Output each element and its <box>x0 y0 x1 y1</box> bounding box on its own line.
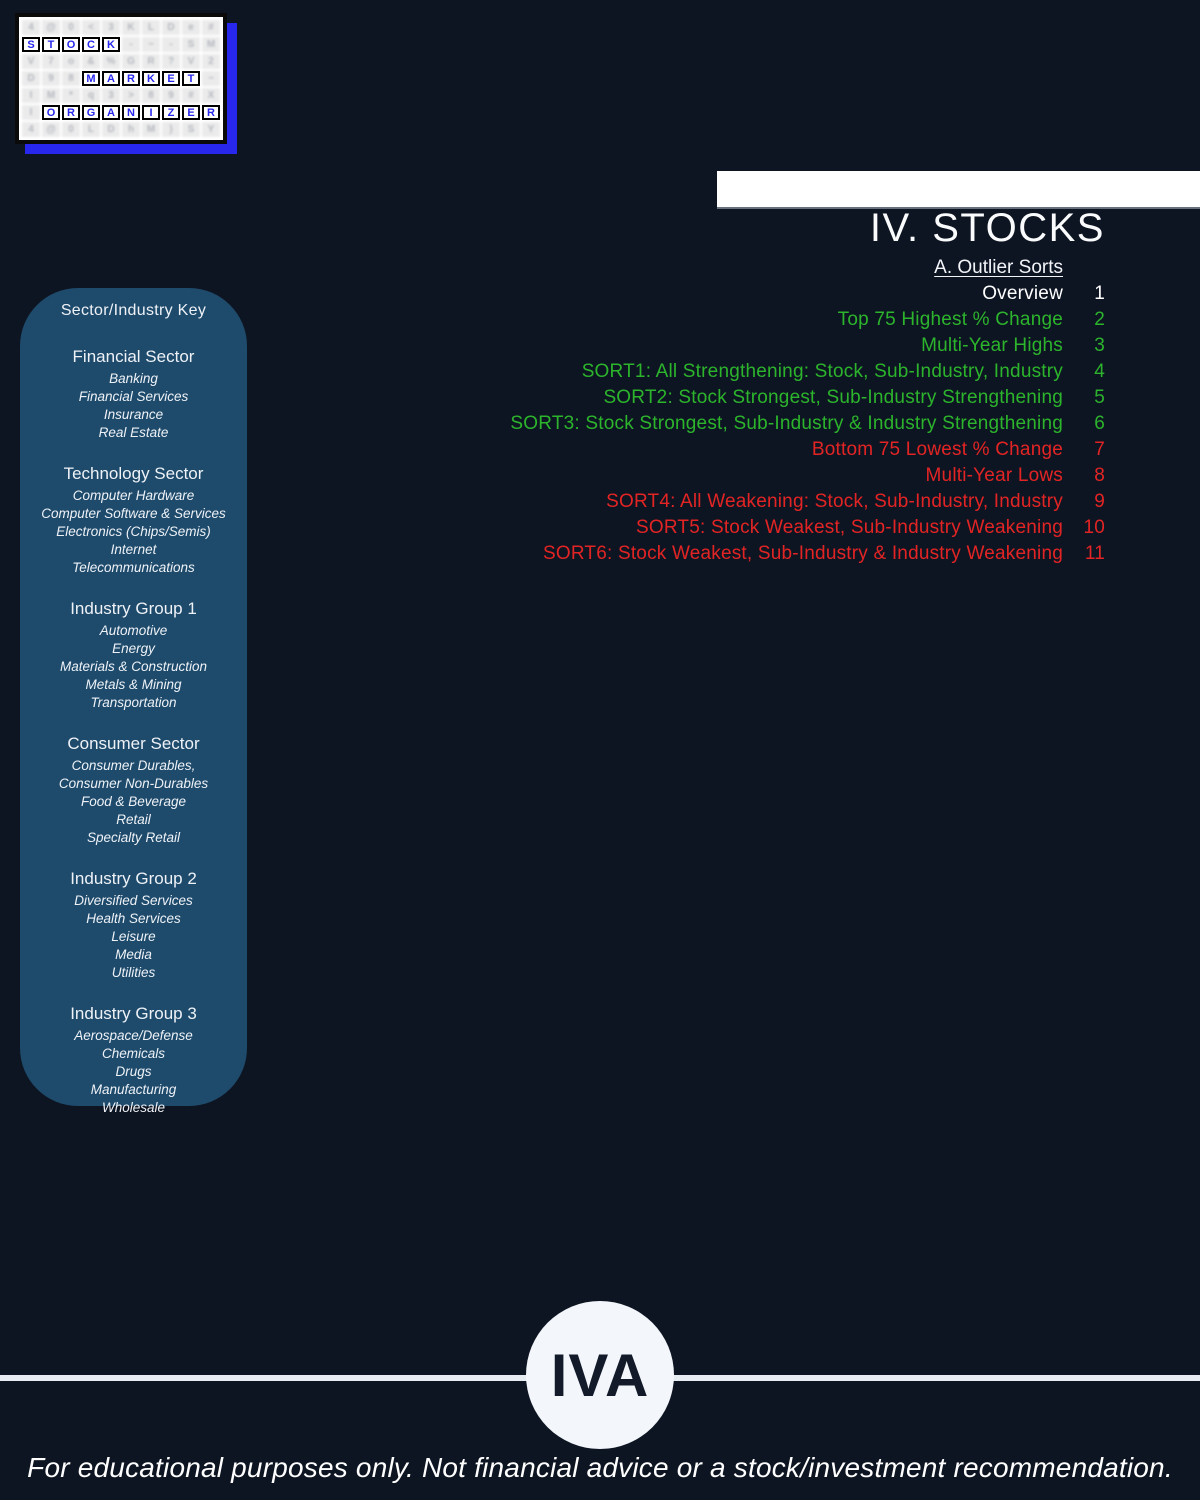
sidebar-section-heading: Industry Group 3 <box>70 1004 197 1023</box>
logo-background-tile: 3 <box>102 20 120 35</box>
logo-background-tile: 8 <box>62 71 80 86</box>
sidebar-item: Consumer Durables, <box>71 758 196 773</box>
sector-industry-key-panel <box>20 288 247 1115</box>
disclaimer-text: For educational purposes only. Not financial advice or a stock/investment recommendation. <box>27 1452 1173 1483</box>
sidebar-item: Manufacturing <box>90 1082 177 1097</box>
logo-background-tile: * <box>62 88 80 103</box>
logo-background-tile: h <box>122 122 140 137</box>
logo-letter-tile: I <box>142 105 160 120</box>
logo-letter-tile: O <box>42 105 60 120</box>
logo-background-tile: 8 <box>142 88 160 103</box>
sidebar-section-heading: Consumer Sector <box>67 734 200 753</box>
iva-logo-badge <box>526 1301 674 1449</box>
logo-background-tile: - <box>162 37 180 52</box>
logo-background-tile: 0 <box>62 122 80 137</box>
sidebar-section <box>20 463 247 577</box>
logo-background-tile: o <box>62 54 80 69</box>
logo-background-tile: R <box>142 54 160 69</box>
sidebar-item: Electronics (Chips/Semis) <box>56 524 211 539</box>
toc-item[interactable] <box>385 281 1105 307</box>
logo-background-tile: I <box>22 105 40 120</box>
sidebar-item: Energy <box>112 641 155 656</box>
toc-item[interactable] <box>385 333 1105 359</box>
toc-item[interactable] <box>385 359 1105 385</box>
logo-letter-tile: R <box>202 105 220 120</box>
logo-background-tile: V <box>182 54 200 69</box>
logo-background-tile: % <box>102 54 120 69</box>
toc-item-label: SORT1: All Strengthening: Stock, Sub-Industry, Industry <box>581 361 1063 382</box>
sidebar-item: Materials & Construction <box>59 659 208 674</box>
logo-background-tile: D <box>102 122 120 137</box>
logo-background-tile: < <box>82 20 100 35</box>
logo-background-tile: 9 <box>162 88 180 103</box>
sidebar-item: Chemicals <box>101 1046 166 1061</box>
logo-background-tile: D <box>162 20 180 35</box>
logo-background-tile: @ <box>42 122 60 137</box>
sidebar-item: Metals & Mining <box>85 677 182 692</box>
logo-background-tile: S <box>182 37 200 52</box>
toc-item-label: SORT4: All Weakening: Stock, Sub-Industry, Industry <box>606 491 1063 512</box>
logo-letter-tile: A <box>102 71 120 86</box>
toc-item-page-number: 7 <box>1094 439 1105 460</box>
sidebar-section-heading: Industry Group 2 <box>70 869 197 888</box>
logo-letter-tile: Z <box>162 105 180 120</box>
toc-item[interactable] <box>385 411 1105 437</box>
sidebar-item: Health Services <box>86 911 181 926</box>
stock-market-organizer-logo <box>15 13 227 144</box>
logo-background-tile: X <box>202 88 220 103</box>
logo-letter-tile: O <box>62 37 80 52</box>
logo-background-tile: ) <box>162 122 180 137</box>
toc-item-list <box>385 281 1105 567</box>
toc-item-label: SORT2: Stock Strongest, Sub-Industry Strengthening <box>603 387 1063 408</box>
logo-letter-tile: S <box>22 37 40 52</box>
sidebar-item: Utilities <box>111 965 156 980</box>
toc-item-label: Top 75 Highest % Change <box>837 309 1063 330</box>
sidebar-item: Insurance <box>103 407 164 422</box>
sidebar-item: Banking <box>109 371 158 386</box>
toc-item-label: Multi-Year Lows <box>925 465 1063 486</box>
sidebar-item: Consumer Non-Durables <box>58 776 209 791</box>
logo-background-tile: D <box>22 71 40 86</box>
toc-item[interactable] <box>385 515 1105 541</box>
sidebar-item: Food & Beverage <box>80 794 187 809</box>
logo-background-tile: ~ <box>142 37 160 52</box>
sidebar-section <box>20 598 247 712</box>
sidebar-section-list <box>20 346 247 1117</box>
logo-background-tile: S <box>182 122 200 137</box>
toc-item-label: SORT6: Stock Weakest, Sub-Industry & Industry Weakening <box>542 543 1063 564</box>
logo-letter-tile: N <box>122 105 140 120</box>
toc-item-page-number: 1 <box>1094 283 1105 304</box>
logo-background-tile: G <box>122 54 140 69</box>
logo-background-tile: 3 <box>102 88 120 103</box>
toc-item[interactable] <box>385 489 1105 515</box>
sidebar-item: Diversified Services <box>74 893 193 908</box>
sidebar-item: Leisure <box>111 929 156 944</box>
logo-background-tile: 0 <box>62 20 80 35</box>
toc-item-page-number: 6 <box>1094 413 1105 434</box>
logo-background-tile: 4 <box>22 20 40 35</box>
logo-letter-tile: E <box>162 71 180 86</box>
toc-item-page-number: 11 <box>1084 543 1105 564</box>
toc-item-page-number: 8 <box>1094 465 1105 486</box>
logo-background-tile: V <box>22 54 40 69</box>
logo-letter-tile: R <box>62 105 80 120</box>
logo-letter-tile: R <box>122 71 140 86</box>
logo-background-tile: M <box>42 88 60 103</box>
logo-letter-tile: K <box>142 71 160 86</box>
toc-item-page-number: 5 <box>1094 387 1105 408</box>
toc-item-page-number: 4 <box>1094 361 1105 382</box>
sidebar-item: Retail <box>116 812 151 827</box>
iva-badge-text: IVA <box>550 1341 650 1409</box>
toc-item-label: Bottom 75 Lowest % Change <box>811 439 1063 460</box>
sidebar-item: Aerospace/Defense <box>74 1028 193 1043</box>
logo-letter-tile: G <box>82 105 100 120</box>
sidebar-item: Telecommunications <box>72 560 195 575</box>
sidebar-item: Computer Software & Services <box>41 506 226 521</box>
toc-item[interactable] <box>385 463 1105 489</box>
toc-item-label: SORT3: Stock Strongest, Sub-Industry & Industry Strengthening <box>510 413 1063 434</box>
logo-background-tile: e <box>182 20 200 35</box>
logo-letter-tile: T <box>42 37 60 52</box>
toc-item-page-number: 9 <box>1094 491 1105 512</box>
sidebar-item: Financial Services <box>78 389 189 404</box>
logo-background-tile: - <box>122 37 140 52</box>
logo-grid <box>22 20 220 137</box>
toc-item-label: SORT5: Stock Weakest, Sub-Industry Weakening <box>636 517 1063 538</box>
sidebar-section <box>20 346 247 442</box>
logo-background-tile: > <box>122 88 140 103</box>
logo-background-tile: M <box>202 37 220 52</box>
sidebar-item: Transportation <box>90 695 177 710</box>
logo-background-tile: # <box>182 88 200 103</box>
toc-item[interactable] <box>385 385 1105 411</box>
table-of-contents <box>385 206 1105 567</box>
sidebar-item: Internet <box>110 542 157 557</box>
logo-background-tile: ? <box>162 54 180 69</box>
logo-background-tile: 9 <box>42 71 60 86</box>
logo-background-tile: 2 <box>202 54 220 69</box>
sidebar-section <box>20 1003 247 1117</box>
sidebar-item: Drugs <box>115 1064 152 1079</box>
logo-background-tile: 7 <box>42 54 60 69</box>
logo-letter-tile: K <box>102 37 120 52</box>
logo-background-tile: q <box>82 88 100 103</box>
logo-letter-tile: T <box>182 71 200 86</box>
toc-item-label: Overview <box>982 283 1063 304</box>
toc-item[interactable] <box>385 541 1105 567</box>
logo-background-tile: Y <box>202 122 220 137</box>
sidebar-section-heading: Financial Sector <box>72 347 195 366</box>
logo-background-tile: & <box>82 54 100 69</box>
sidebar-item: Specialty Retail <box>86 830 181 845</box>
toc-item[interactable] <box>385 307 1105 333</box>
sidebar-item: Computer Hardware <box>72 488 195 503</box>
sidebar-item: Wholesale <box>101 1100 166 1115</box>
logo-background-tile: K <box>122 20 140 35</box>
toc-subtitle-row <box>385 255 1105 280</box>
header-bar <box>717 171 1200 207</box>
logo-background-tile: L <box>142 20 160 35</box>
logo-background-tile: ~ <box>202 71 220 86</box>
sidebar-section <box>20 868 247 982</box>
sidebar-item: Real Estate <box>98 425 169 440</box>
toc-item-page-number: 3 <box>1094 335 1105 356</box>
sidebar-item: Media <box>115 947 152 962</box>
logo-letter-tile: C <box>82 37 100 52</box>
toc-item-page-number: 10 <box>1083 517 1105 538</box>
logo-background-tile: M <box>142 122 160 137</box>
toc-item[interactable] <box>385 437 1105 463</box>
sidebar-section-heading: Technology Sector <box>63 464 204 483</box>
logo-background-tile: @ <box>42 20 60 35</box>
toc-item-label: Multi-Year Highs <box>921 335 1063 356</box>
sidebar-item: Automotive <box>99 623 168 638</box>
section-heading-link[interactable]: A. Outlier Sorts <box>934 256 1063 278</box>
sidebar-section-heading: Industry Group 1 <box>70 599 197 618</box>
logo-background-tile: # <box>202 20 220 35</box>
logo-background-tile: 4 <box>22 122 40 137</box>
sidebar-title: Sector/Industry Key <box>60 302 207 319</box>
logo-background-tile: L <box>82 122 100 137</box>
logo-background-tile: I <box>22 88 40 103</box>
page-title: IV. STOCKS <box>869 206 1105 250</box>
logo-letter-tile: M <box>82 71 100 86</box>
logo-letter-tile: A <box>102 105 120 120</box>
toc-item-page-number: 2 <box>1094 309 1105 330</box>
logo-letter-tile: E <box>182 105 200 120</box>
sidebar-section <box>20 733 247 847</box>
